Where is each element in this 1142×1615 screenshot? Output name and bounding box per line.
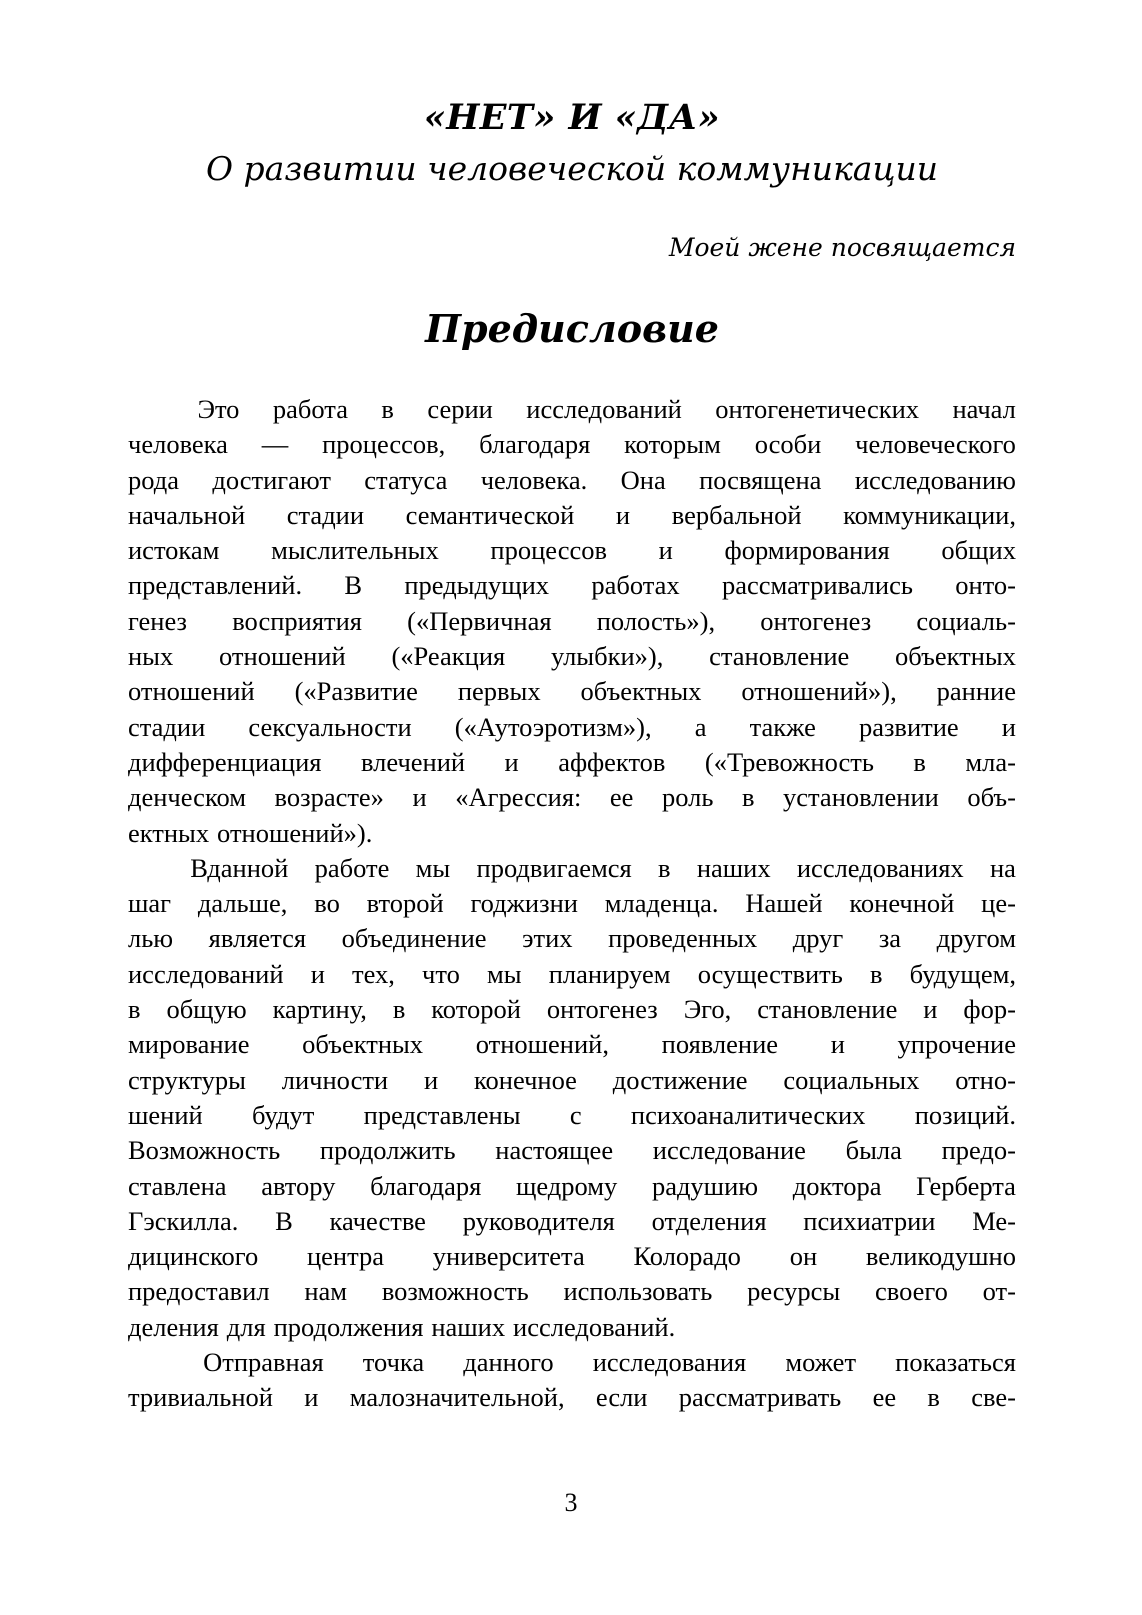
word: представлены [363, 1099, 521, 1130]
word: мыслительных [271, 535, 439, 566]
word: исследований. [513, 1311, 676, 1342]
text-line [128, 1027, 1016, 1062]
word: становление [709, 641, 850, 672]
section-heading: Предисловие [425, 306, 719, 351]
paragraph-1 [128, 392, 1016, 851]
word: если [595, 1382, 648, 1413]
word: отделения [651, 1205, 767, 1236]
word: отно- [955, 1064, 1016, 1095]
word: конечное [474, 1064, 577, 1095]
word: проведенных [608, 923, 758, 954]
word: начал [952, 394, 1016, 424]
word: стадии [128, 711, 206, 742]
word: ее [872, 1382, 897, 1413]
word: на [989, 852, 1016, 883]
word: в [381, 394, 394, 424]
text-line [128, 1098, 1016, 1133]
word: а [694, 711, 707, 742]
word: Нашей [745, 888, 823, 919]
word: дальше, [197, 888, 288, 919]
word: щедрому [515, 1170, 618, 1201]
text-line [128, 1239, 1016, 1274]
word: («Тревожность [704, 746, 874, 777]
word: мирование [128, 1029, 250, 1060]
word: и [423, 1064, 439, 1095]
word: дицинского [128, 1241, 259, 1272]
word: которой [431, 994, 521, 1025]
word: и [304, 1382, 319, 1413]
word: В [344, 570, 363, 601]
word: отношений»). [217, 817, 373, 848]
word: достижение [612, 1064, 748, 1095]
body-text [128, 392, 1016, 1416]
text-line [128, 1310, 1016, 1345]
word: и [923, 994, 938, 1025]
word: человеческого [855, 429, 1016, 460]
word: Герберта [916, 1170, 1016, 1201]
text-line [128, 498, 1016, 533]
dedication-line: Моей жене посвящается [668, 233, 1016, 262]
word: предоставил [128, 1276, 270, 1307]
word: продолжения [273, 1311, 424, 1342]
word: структуры [128, 1064, 246, 1095]
word: лью [128, 923, 174, 954]
text-line [128, 1274, 1016, 1309]
word: годжизни [470, 888, 578, 919]
word: ставлена [128, 1170, 227, 1201]
word: отношений [219, 641, 346, 672]
page-title: «НЕТ» И «ДА» [423, 97, 721, 138]
word: социаль- [916, 605, 1016, 636]
text-line [128, 1169, 1016, 1204]
word: в [741, 782, 755, 813]
word: возрасте» [274, 782, 384, 813]
paragraph-2 [128, 851, 1016, 1345]
word: Эго, [683, 994, 732, 1025]
word: благодаря [370, 1170, 482, 1201]
word: объ- [967, 782, 1016, 813]
word: наших [696, 852, 771, 883]
word: достигают [212, 464, 331, 495]
word: «Агрессия: [455, 782, 582, 813]
text-line [128, 533, 1016, 568]
word: исследованиях [796, 852, 964, 883]
text-line [128, 674, 1016, 709]
word: для [226, 1311, 266, 1342]
text-line [128, 816, 1016, 851]
word: продвигаемся [476, 852, 632, 883]
word: центра [306, 1241, 385, 1272]
word: в [658, 852, 671, 883]
word: в [927, 1382, 940, 1413]
word: была [845, 1135, 902, 1166]
word: также [749, 711, 816, 742]
word: шаг [128, 888, 172, 919]
word: использовать [563, 1276, 713, 1307]
word: влечений [360, 746, 466, 777]
word: нам [304, 1276, 348, 1307]
word: («Развитие [294, 676, 418, 707]
word: денческом [128, 782, 246, 813]
word: работа [272, 394, 348, 424]
word: («Аутоэротизм»), [454, 711, 652, 742]
word: в [869, 958, 883, 989]
word: и [504, 746, 519, 777]
word: рода [128, 464, 179, 495]
word: будущем, [909, 958, 1016, 989]
word: установлении [783, 782, 939, 813]
word: Отправная [203, 1347, 324, 1378]
word: от- [982, 1276, 1016, 1307]
title-block [128, 96, 1016, 192]
word: становление [757, 994, 898, 1025]
word: фор- [963, 994, 1016, 1025]
word: мла- [965, 746, 1016, 777]
word: малозначительной, [349, 1382, 565, 1413]
word: исследований [526, 394, 682, 424]
word: В [275, 1205, 293, 1236]
word: руководителя [462, 1205, 615, 1236]
word: общую [166, 994, 247, 1025]
text-line [128, 921, 1016, 956]
word: ранние [936, 676, 1016, 707]
word: мы [486, 958, 522, 989]
word: и [412, 782, 427, 813]
word: младенца. [604, 888, 719, 919]
word: и [1001, 711, 1016, 742]
first-line-indent [128, 392, 164, 427]
word: отношений»), [741, 676, 897, 707]
text-line [128, 886, 1016, 921]
word: в [392, 994, 406, 1025]
word: второй [366, 888, 444, 919]
word: точка [362, 1347, 425, 1378]
word: Она [620, 464, 666, 495]
word: радушию [651, 1170, 759, 1201]
word: рассматривались [721, 570, 913, 601]
word: ектных [128, 817, 210, 848]
word: своего [874, 1276, 948, 1307]
word: вербальной [671, 499, 802, 530]
word: и [658, 535, 673, 566]
word: он [789, 1241, 818, 1272]
text-line [128, 957, 1016, 992]
word: великодушно [865, 1241, 1016, 1272]
word: которым [624, 429, 721, 460]
word: дифференциация [128, 746, 322, 777]
word: этих [522, 923, 573, 954]
word: объектных [895, 641, 1016, 672]
word: роль [661, 782, 714, 813]
word: («Реакция [391, 641, 506, 672]
word: появление [661, 1029, 779, 1060]
text-line [128, 639, 1016, 674]
word: ных [128, 641, 174, 672]
word: первых [457, 676, 541, 707]
word: све- [971, 1382, 1016, 1413]
word: серии [427, 394, 493, 424]
word: шений [128, 1099, 203, 1130]
word: позиций. [914, 1099, 1016, 1130]
word: генез [128, 605, 188, 636]
word: является [208, 923, 307, 954]
text-line [128, 851, 1016, 886]
word: ее [609, 782, 634, 813]
word: в [128, 994, 141, 1025]
word: особи [754, 429, 822, 460]
word: конечной [849, 888, 955, 919]
first-line-indent [128, 1345, 164, 1380]
word: онто- [955, 570, 1016, 601]
word: исследований [128, 958, 284, 989]
word: объектных [580, 676, 702, 707]
text-line [128, 1063, 1016, 1098]
word: осуществить [697, 958, 843, 989]
word: полость»), [596, 605, 716, 636]
word: предыдущих [404, 570, 550, 601]
word: отношений, [475, 1029, 609, 1060]
word: процессов, [322, 429, 446, 460]
word: данного [463, 1347, 554, 1378]
word: Колорадо [633, 1241, 741, 1272]
word: статуса [364, 464, 448, 495]
word: и [615, 499, 631, 530]
word: личности [281, 1064, 389, 1095]
word: качестве [329, 1205, 426, 1236]
word: может [785, 1347, 857, 1378]
word: другом [936, 923, 1016, 954]
word: психоаналитических [630, 1099, 866, 1130]
paragraph-3 [128, 1345, 1016, 1416]
word: стадии [286, 499, 365, 530]
word: улыбки»), [550, 641, 664, 672]
word: упрочение [897, 1029, 1016, 1060]
word: формирования [724, 535, 890, 566]
word: и [830, 1029, 845, 1060]
word: исследование [652, 1135, 806, 1166]
text-line [128, 568, 1016, 603]
word: объединение [341, 923, 487, 954]
word: настоящее [495, 1135, 614, 1166]
text-line [128, 745, 1016, 780]
word: в [913, 746, 926, 777]
text-line [128, 1204, 1016, 1239]
word: картину, [272, 994, 367, 1025]
word: сексуальности [248, 711, 412, 742]
word: ресурсы [747, 1276, 841, 1307]
text-line [128, 1345, 1016, 1380]
text-line [128, 427, 1016, 462]
word: автору [261, 1170, 336, 1201]
word: деления [128, 1311, 219, 1342]
word: Ме- [972, 1205, 1016, 1236]
text-line [128, 992, 1016, 1027]
word: будут [252, 1099, 315, 1130]
word: показаться [895, 1347, 1016, 1378]
word: друг [792, 923, 844, 954]
word: предо- [941, 1135, 1016, 1166]
word: тривиальной [128, 1382, 273, 1413]
word: благодаря [479, 429, 591, 460]
word: Вданной [190, 852, 289, 883]
word: Возможность [128, 1135, 281, 1166]
word: онтогенез [760, 605, 872, 636]
word: продолжить [319, 1135, 456, 1166]
text-line [128, 780, 1016, 815]
word: за [878, 923, 902, 954]
word: це- [981, 888, 1016, 919]
word: тех, [352, 958, 395, 989]
word: Это [197, 394, 240, 424]
word: («Первичная [407, 605, 552, 636]
word: — [261, 429, 289, 460]
word: представлений. [128, 570, 303, 601]
text-line [128, 392, 1016, 427]
word: во [314, 888, 340, 919]
word: посвящена [699, 464, 822, 495]
word: и [310, 958, 325, 989]
word: исследованию [854, 464, 1016, 495]
word: исследования [592, 1347, 747, 1378]
word: доктора [792, 1170, 882, 1201]
word: с [569, 1099, 582, 1130]
word: рассматривать [678, 1382, 842, 1413]
word: развитие [858, 711, 959, 742]
word: психиатрии [803, 1205, 936, 1236]
word: коммуникации, [843, 499, 1016, 530]
word: планируем [548, 958, 671, 989]
word: мы [415, 852, 451, 883]
page-number: 3 [564, 1488, 578, 1517]
word: работах [591, 570, 680, 601]
word: человека [128, 429, 228, 460]
word: что [422, 958, 460, 989]
word: университета [432, 1241, 585, 1272]
word: работе [314, 852, 390, 883]
word: общих [941, 535, 1016, 566]
word: Гэскилла. [128, 1205, 239, 1236]
word: аффектов [558, 746, 666, 777]
page-subtitle: О развитии человеческой коммуникации [206, 149, 938, 188]
word: истокам [128, 535, 220, 566]
word: возможность [381, 1276, 529, 1307]
word: начальной [128, 499, 246, 530]
word: процессов [490, 535, 607, 566]
text-line [128, 710, 1016, 745]
word: отношений [128, 676, 255, 707]
word: семантической [405, 499, 575, 530]
word: объектных [302, 1029, 424, 1060]
word: наших [431, 1311, 506, 1342]
text-line [128, 463, 1016, 498]
word: социальных [783, 1064, 920, 1095]
text-line [128, 1380, 1016, 1415]
word: восприятия [232, 605, 362, 636]
word: онтогенетических [715, 394, 920, 424]
word: онтогенез [546, 994, 658, 1025]
text-line [128, 604, 1016, 639]
text-line [128, 1133, 1016, 1168]
word: человека. [480, 464, 588, 495]
first-line-indent [128, 851, 164, 886]
